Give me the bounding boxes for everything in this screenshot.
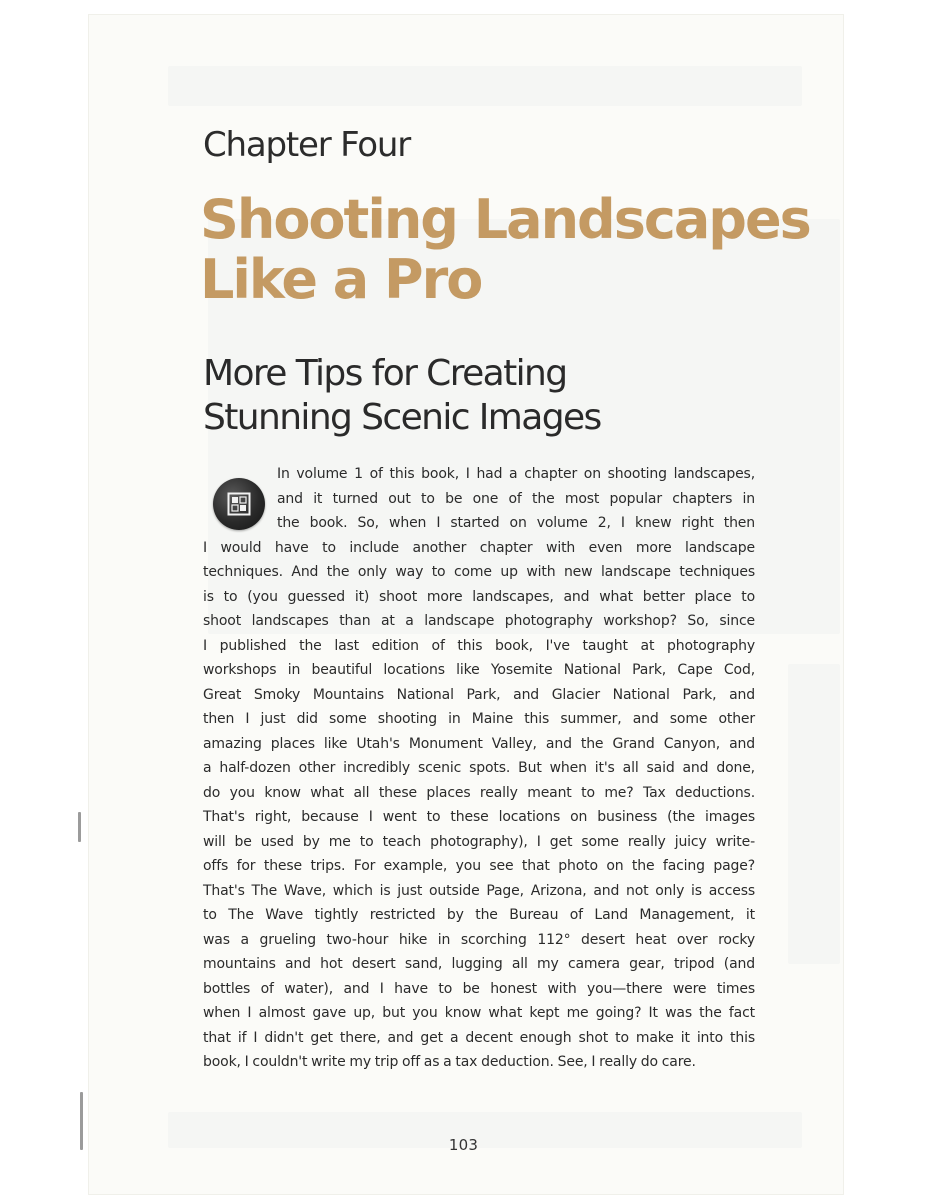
body-line: workshops in beautiful locations like Yosemite National Park, Cape Cod, xyxy=(203,662,755,678)
body-line: book, I couldn't write my trip off as a tax deduction. See, I really do care. xyxy=(203,1054,696,1070)
body-line: I would have to include another chapter with even more landscape xyxy=(203,539,755,556)
body-line: then I just did some shooting in Maine this summer, and some other xyxy=(203,711,755,727)
body-line: and it turned out to be one of the most popular chapters in xyxy=(277,490,755,507)
show-through-block-lower xyxy=(788,664,840,964)
page-number: 103 xyxy=(448,1136,479,1154)
body-line: was a grueling two-hour hike in scorching 112° desert heat over rocky xyxy=(203,931,755,948)
body-line: I published the last edition of this book, I've taught at photography xyxy=(203,637,755,654)
body-line: amazing places like Utah's Monument Valley, and the Grand Canyon, and xyxy=(203,735,755,752)
chapter-subtitle-line: Stunning Scenic Images xyxy=(203,397,601,438)
binding-edge-mark xyxy=(78,812,81,842)
chapter-label: Chapter Four xyxy=(203,125,411,165)
body-line: shoot landscapes than at a landscape photography workshop? So, since xyxy=(203,613,755,629)
body-line: is to (you guessed it) shoot more landscapes, and what better place to xyxy=(203,588,755,605)
body-line: That's The Wave, which is just outside Page, Arizona, and not only is access xyxy=(203,882,755,899)
body-line: Great Smoky Mountains National Park, and Glacier National Park, and xyxy=(203,686,755,703)
body-line: In volume 1 of this book, I had a chapter on shooting landscapes, xyxy=(277,466,755,482)
body-line: bottles of water), and I have to be honest with you—there were times xyxy=(203,980,755,997)
body-line: offs for these trips. For example, you see that photo on the facing page? xyxy=(203,858,755,874)
body-line: that if I didn't get there, and get a decent enough shot to make it into this xyxy=(203,1029,755,1046)
chapter-subtitle xyxy=(203,352,723,440)
chapter-title xyxy=(200,190,820,310)
body-line: do you know what all these places really meant to me? Tax deductions. xyxy=(203,784,755,801)
body-line: That's right, because I went to these locations on business (the images xyxy=(203,809,755,825)
chapter-subtitle-line: More Tips for Creating xyxy=(203,353,567,394)
body-line: mountains and hot desert sand, lugging all my camera gear, tripod (and xyxy=(203,956,755,972)
body-line: will be used by me to teach photography), I get some really juicy write- xyxy=(203,833,755,850)
body-line: when I almost gave up, but you know what kept me going? It was the fact xyxy=(203,1005,755,1021)
body-line: the book. So, when I started on volume 2, I knew right then xyxy=(277,515,755,531)
body-line: to The Wave tightly restricted by the Bureau of Land Management, it xyxy=(203,907,755,923)
chapter-intro-body xyxy=(203,462,755,1075)
show-through-band-top xyxy=(168,66,802,106)
body-line: techniques. And the only way to come up with new landscape techniques xyxy=(203,564,755,580)
body-line: a half-dozen other incredibly scenic spots. But when it's all said and done, xyxy=(203,760,755,776)
chapter-title-line: Like a Pro xyxy=(200,248,482,311)
chapter-title-line: Shooting Landscapes xyxy=(200,188,810,251)
